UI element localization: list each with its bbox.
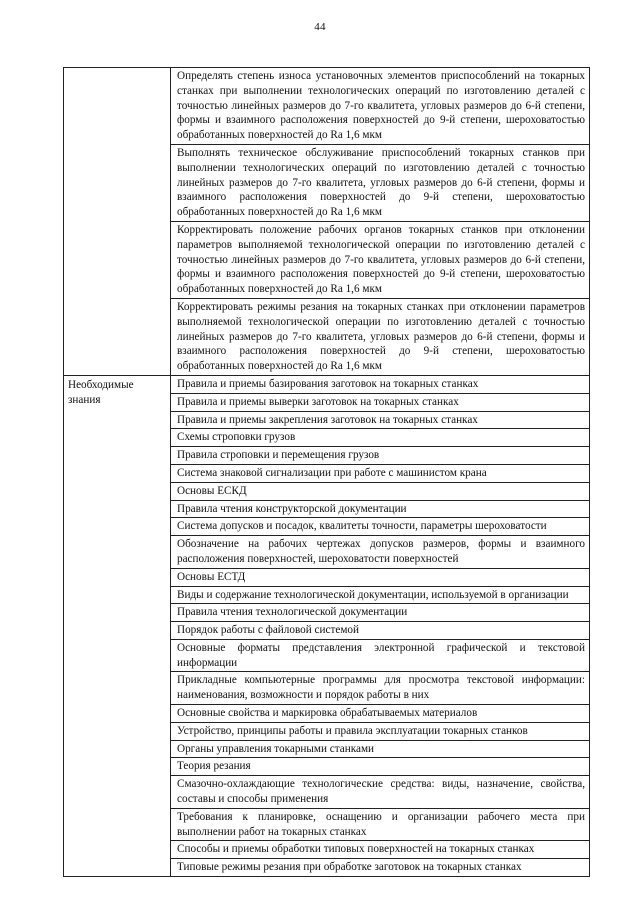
skills-label-cell bbox=[64, 68, 171, 376]
table-cell: Правила чтения технологической документации bbox=[171, 604, 590, 622]
table-cell: Корректировать положение рабочих органов токарных станков при отклонении параметров выполняемой технологической операции по изготовлению деталей с точностью линейных размеров до 7-го квалитета, угловых размеров до 6-й степени, формы и взаимного расположения поверхностей до 9-й степени, шероховатостью обработанных поверхностей до Ra 1,6 мкм bbox=[171, 221, 590, 298]
table-row bbox=[64, 68, 590, 145]
table-cell: Основные свойства и маркировка обрабатываемых материалов bbox=[171, 705, 590, 723]
table-row bbox=[64, 375, 590, 393]
table-cell: Правила и приемы выверки заготовок на токарных станках bbox=[171, 393, 590, 411]
standard-table bbox=[63, 67, 590, 877]
table-cell: Органы управления токарными станками bbox=[171, 740, 590, 758]
table-cell: Правила и приемы базирования заготовок на токарных станках bbox=[171, 375, 590, 393]
table-cell: Корректировать режимы резания на токарных станках при отклонении параметров выполняемой технологической операции по изготовлению деталей с точностью линейных размеров до 7-го квалитета, угловых размеров до 6-й степени, формы и взаимного расположения поверхностей до 9-й степени, шероховатостью обработанных поверхностей до Ra 1,6 мкм bbox=[171, 298, 590, 375]
table-cell: Определять степень износа установочных элементов приспособлений на токарных станках при выполнении технологических операций по изготовлению деталей с точностью линейных размеров до 7-го квалитета, угловых размеров до 6-й степени, формы и взаимного расположения поверхностей до 9-й степени, шероховатостью обработанных поверхностей до Ra 1,6 мкм bbox=[171, 68, 590, 145]
table-cell: Система знаковой сигнализации при работе с машинистом крана bbox=[171, 464, 590, 482]
table-cell: Система допусков и посадок, квалитеты точности, параметры шероховатости bbox=[171, 518, 590, 536]
table-cell: Способы и приемы обработки типовых поверхностей на токарных станках bbox=[171, 841, 590, 859]
table-cell: Правила строповки и перемещения грузов bbox=[171, 447, 590, 465]
table-cell: Требования к планировке, оснащению и организации рабочего места при выполнении работ на токарных станках bbox=[171, 808, 590, 841]
knowledge-label-cell bbox=[64, 375, 171, 876]
table-cell: Прикладные компьютерные программы для просмотра текстовой информации: наименования, возможности и порядок работы в них bbox=[171, 672, 590, 705]
table-cell: Устройство, принципы работы и правила эксплуатации токарных станков bbox=[171, 722, 590, 740]
table-cell: Выполнять техническое обслуживание приспособлений токарных станков при выполнении технологических операций по изготовлению деталей с точностью линейных размеров до 7-го квалитета, угловых размеров до 6-й степени, формы и взаимного расположения поверхностей до 9-й степени, шероховатостью обработанных поверхностей до Ra 1,6 мкм bbox=[171, 144, 590, 221]
table-cell: Смазочно-охлаждающие технологические средства: виды, назначение, свойства, составы и способы применения bbox=[171, 776, 590, 809]
page-number: 44 bbox=[314, 21, 326, 33]
table-cell: Схемы строповки грузов bbox=[171, 429, 590, 447]
knowledge-label: Необходимые знания bbox=[68, 378, 134, 406]
table-cell: Типовые режимы резания при обработке заготовок на токарных станках bbox=[171, 859, 590, 877]
table-cell: Основы ЕСТД bbox=[171, 568, 590, 586]
table-cell: Порядок работы с файловой системой bbox=[171, 622, 590, 640]
table-cell: Основные форматы представления электронной графической и текстовой информации bbox=[171, 639, 590, 672]
table-cell: Теория резания bbox=[171, 758, 590, 776]
table-cell: Обозначение на рабочих чертежах допусков размеров, формы и взаимного расположения поверхностей, шероховатости поверхностей bbox=[171, 536, 590, 569]
table-cell: Основы ЕСКД bbox=[171, 482, 590, 500]
table-cell: Правила и приемы закрепления заготовок на токарных станках bbox=[171, 411, 590, 429]
table-cell: Виды и содержание технологической документации, используемой в организации bbox=[171, 586, 590, 604]
table-cell: Правила чтения конструкторской документации bbox=[171, 500, 590, 518]
